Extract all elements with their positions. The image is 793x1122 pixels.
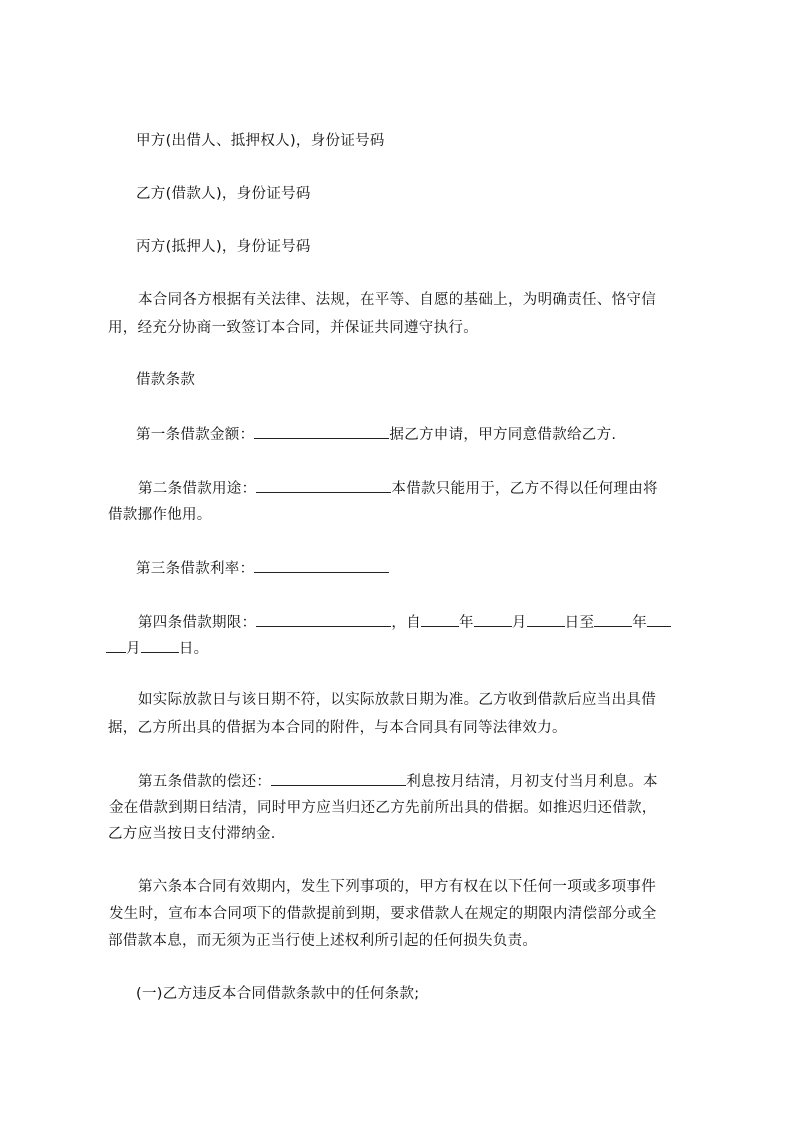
preamble-line-2: 用，经充分协商一致签订本合同，并保证共同遵守执行。 (108, 320, 478, 336)
end-month-blank-part2 (106, 638, 126, 653)
article-5-line-2: 金在借款到期日结清，同时甲方应当归还乙方先前所出具的借据。如推迟归还借款， (109, 800, 657, 816)
note-line-1: 如实际放款日与该日期不符，以实际放款日期为准。乙方收到借款后应当出具借 (138, 692, 656, 708)
end-year-blank (594, 612, 632, 627)
article-1 (136, 424, 616, 445)
month-label-1: 月 (511, 615, 527, 631)
article-4-from: ，自 (391, 615, 422, 631)
article-6-line-2: 发生时，宣布本合同项下的借款提前到期，要求借款人在规定的期限内清偿部分或全 (109, 906, 657, 922)
day-to-label: 日至 (564, 615, 595, 631)
year-label-1: 年 (459, 615, 474, 631)
item-1: (一)乙方违反本合同借款条款中的任何条款; (136, 986, 420, 1002)
start-month-blank (474, 612, 512, 627)
year-label-2: 年 (632, 615, 648, 631)
start-day-blank (527, 612, 565, 627)
article-2-suffix: 本借款只能用于，乙方不得以任何理由将 (391, 481, 658, 497)
party-a-line: 甲方(出借人、抵押权人)，身份证号码 (136, 133, 385, 149)
article-5-prefix: 第五条借款的偿还： (138, 774, 272, 790)
end-day-blank (141, 638, 179, 653)
rate-blank (254, 558, 389, 573)
preamble-line-1: 本合同各方根据有关法律、法规，在平等、自愿的基础上，为明确责任、恪守信 (138, 292, 656, 308)
article-3 (136, 558, 389, 579)
article-2 (138, 478, 658, 499)
term-blank (256, 612, 391, 627)
repay-blank (271, 771, 406, 786)
article-5-line-3: 乙方应当按日支付滞纳金. (108, 826, 276, 842)
article-5-suffix: 利息按月结清，月初支付当月利息。本 (406, 774, 658, 790)
end-label: 日。 (178, 641, 209, 657)
party-b-line: 乙方(借款人)，身份证号码 (136, 186, 311, 202)
purpose-blank (256, 478, 391, 493)
article-1-prefix: 第一条借款金额： (136, 427, 255, 443)
article-1-suffix: 据乙方申请，甲方同意借款给乙方. (389, 427, 617, 443)
end-month-blank-part1 (647, 612, 671, 627)
article-6-line-3: 部借款本息，而无须为正当行使上述权利所引起的任何损失负责。 (108, 933, 538, 949)
start-year-blank (421, 612, 459, 627)
article-5 (138, 771, 658, 792)
article-3-prefix: 第三条借款利率： (136, 561, 255, 577)
article-4 (138, 612, 671, 633)
note-line-2: 据，乙方所出具的借据为本合同的附件，与本合同具有同等法律效力。 (108, 720, 567, 736)
article-2-line-2: 借款挪作他用。 (108, 507, 212, 523)
month-label-2: 月 (126, 641, 141, 657)
article-2-prefix: 第二条借款用途： (138, 481, 257, 497)
amount-blank (254, 424, 389, 439)
article-4-prefix: 第四条借款期限： (138, 615, 257, 631)
party-c-line: 丙方(抵押人)，身份证号码 (136, 239, 311, 255)
section-title: 借款条款 (136, 372, 196, 388)
article-6-line-1: 第六条本合同有效期内，发生下列事项的，甲方有权在以下任何一项或多项事件 (138, 879, 656, 895)
article-4-line-2 (106, 638, 208, 659)
